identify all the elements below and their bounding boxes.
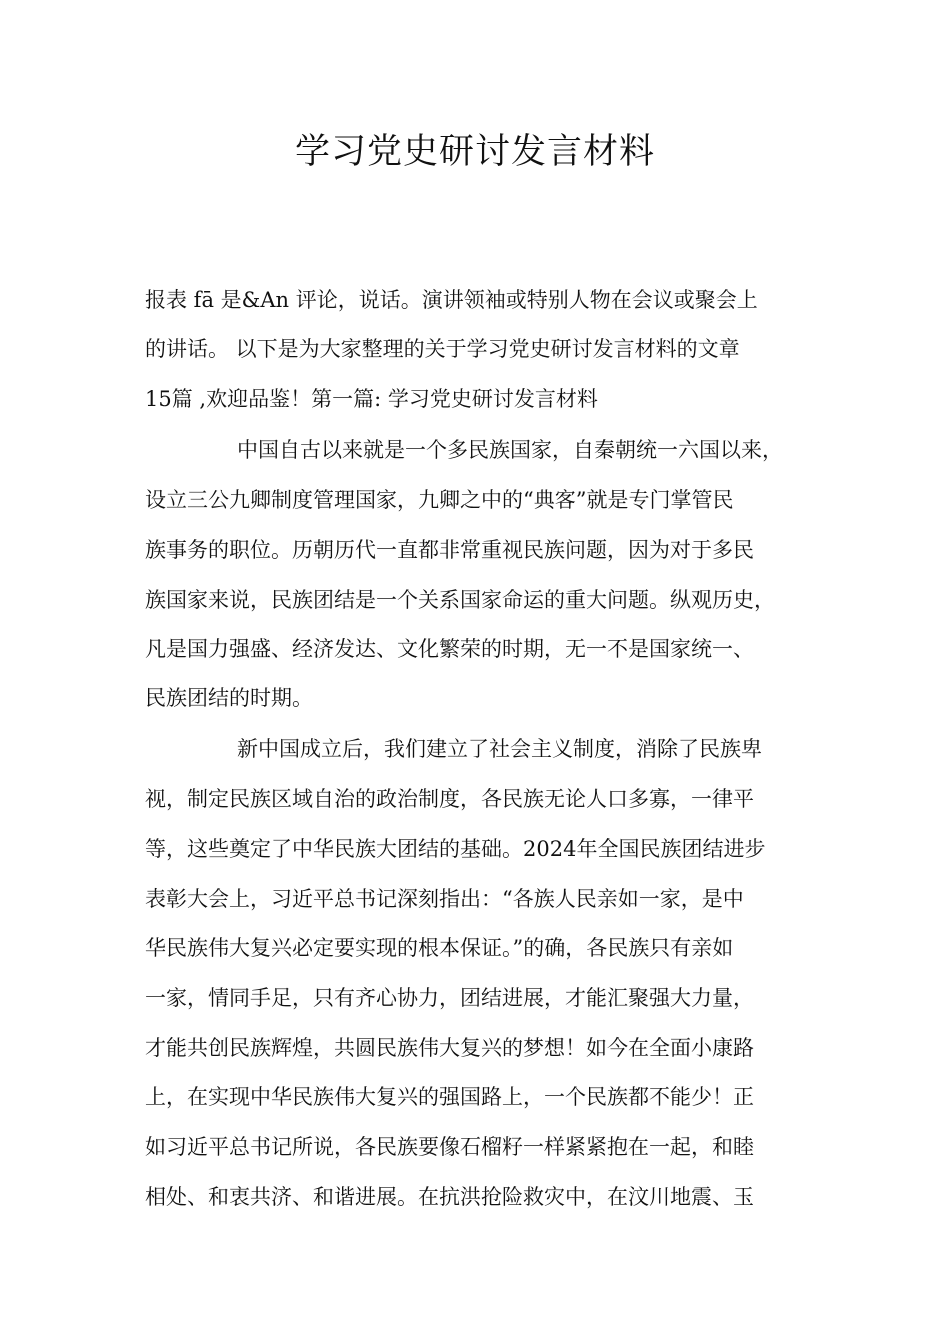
paragraph-line: 民族团结的时期。 [145, 686, 313, 710]
paragraph-line: 族事务的职位。历朝历代一直都非常重视民族问题，因为对于多民 [145, 538, 754, 562]
paragraph-line: 如习近平总书记所说，各民族要像石榴籽一样紧紧抱在一起，和睦 [145, 1135, 754, 1159]
paragraph-line: 上，在实现中华民族伟大复兴的强国路上，一个民族都不能少！正 [145, 1085, 754, 1109]
document-title: 学习党史研讨发言材料 [294, 132, 655, 172]
paragraph-line: 设立三公九卿制度管理国家，九卿之中的“典客”就是专门掌管民 [145, 488, 734, 512]
paragraph-line: 等，这些奠定了中华民族大团结的基础。2024年全国民族团结进步 [145, 837, 766, 861]
paragraph-line: 相处、和衷共济、和谐进展。在抗洪抢险救灾中，在汶川地震、玉 [145, 1185, 754, 1209]
paragraph-line: 华民族伟大复兴必定要实现的根本保证。”的确，各民族只有亲如 [145, 936, 734, 960]
paragraph-line: 才能共创民族辉煌，共圆民族伟大复兴的梦想！如今在全面小康路 [145, 1036, 754, 1060]
paragraph-line: 的讲话。 以下是为大家整理的关于学习党史研讨发言材料的文章 [145, 337, 740, 361]
paragraph-first-line: 新中国成立后，我们建立了社会主义制度，消除了民族卑 [237, 737, 762, 761]
paragraph-line: 表彰大会上，习近平总书记深刻指出：“各族人民亲如一家，是中 [145, 887, 744, 911]
paragraph-line: 报表 fā 是&An 评论，说话。演讲领袖或特别人物在会议或聚会上 [145, 288, 758, 312]
paragraph-line: 视，制定民族区域自治的政治制度，各民族无论人口多寡，一律平 [145, 787, 754, 811]
paragraph-line: 凡是国力强盛、经济发达、文化繁荣的时期，无一不是国家统一、 [145, 637, 754, 661]
paragraph-first-line: 中国自古以来就是一个多民族国家，自秦朝统一六国以来， [237, 438, 783, 462]
paragraph-line: 15篇 ,欢迎品鉴！第一篇: 学习党史研讨发言材料 [145, 387, 598, 411]
paragraph-line: 一家，情同手足，只有齐心协力，团结进展，才能汇聚强大力量， [145, 986, 754, 1010]
paragraph-line: 族国家来说，民族团结是一个关系国家命运的重大问题。纵观历史， [145, 588, 775, 612]
